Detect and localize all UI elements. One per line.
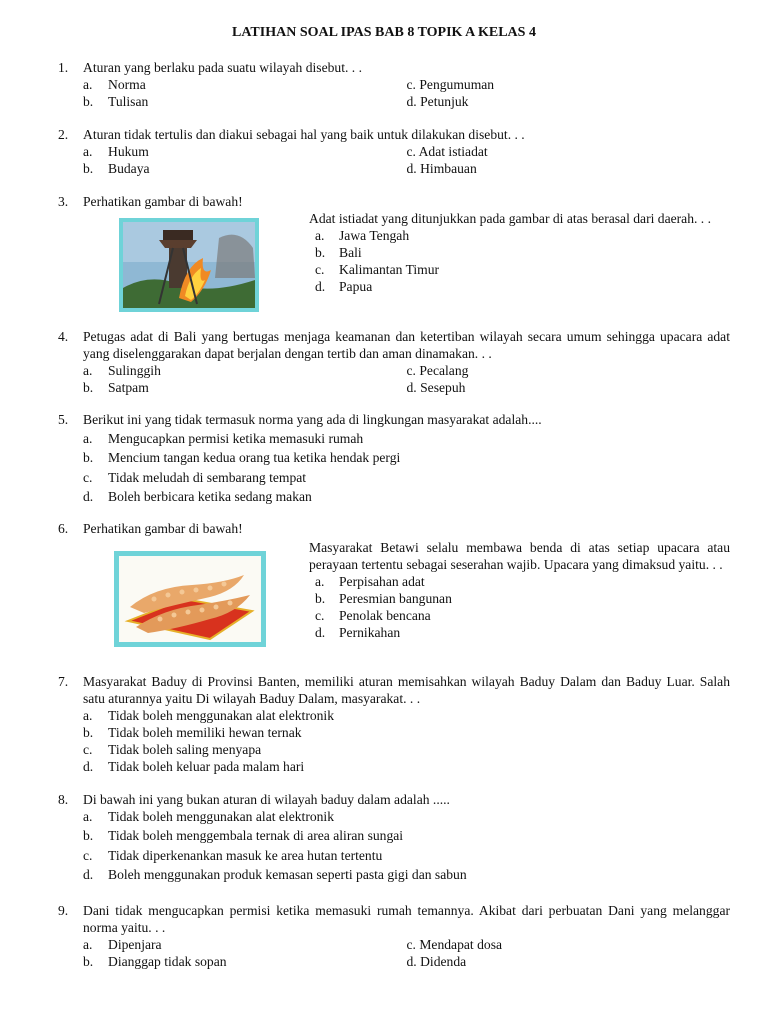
option-c: c. Tidak meludah di sembarang tempat bbox=[83, 469, 307, 485]
question-text: Masyarakat Baduy di Provinsi Banten, memiliki aturan memisahkan wilayah Baduy Dalam dan Baduy Luar. Salah satu aturannya yaitu Di wilayah Baduy Dalam, masyarakat. . . bbox=[83, 674, 730, 706]
question-text: Aturan yang berlaku pada suatu wilayah disebut. . . bbox=[83, 60, 362, 75]
question-text: Perhatikan gambar di bawah! bbox=[83, 194, 243, 209]
option-b: b. Budaya bbox=[83, 161, 150, 176]
question-text: Aturan tidak tertulis dan diakui sebagai hal yang baik untuk dilakukan disebut. . . bbox=[83, 127, 525, 142]
option-d: d. Himbauan bbox=[406, 161, 477, 176]
question-number: 1. bbox=[58, 60, 69, 75]
option-a: a. Dipenjara bbox=[83, 937, 162, 952]
option-d: d. Boleh berbicara ketika sedang makan bbox=[83, 488, 312, 504]
option-a: a. Hukum bbox=[83, 144, 149, 159]
question-8: 8. Di bawah ini yang bukan aturan di wilayah baduy dalam adalah ..... a. Tidak boleh menggunakan alat elektronik b. Tidak boleh menggembala ternak di area aliran sungai c. Tidak diperkenankan masuk ke area hutan tertentu d. Boleh menggunakan produk kemasan seperti pasta gigi dan sabun bbox=[58, 791, 730, 885]
option-a: a. Jawa Tengah bbox=[315, 228, 410, 243]
option-d: d. Boleh menggunakan produk kemasan seperti pasta gigi dan sabun bbox=[83, 866, 467, 882]
question-9: 9. Dani tidak mengucapkan permisi ketika memasuki rumah temannya. Akibat dari perbuatan Dani yang melanggar norma yaitu. . . a. Dipenjara b. Dianggap tidak sopan c. Mendapat dosa d. Didenda bbox=[58, 903, 730, 969]
roti-buaya-image bbox=[114, 551, 266, 651]
question-1 bbox=[58, 59, 730, 110]
option-c: c. Pengumuman bbox=[406, 77, 495, 92]
option-a: a. Tidak boleh menggunakan alat elektronik bbox=[83, 809, 335, 824]
option-d: d. Papua bbox=[315, 279, 373, 294]
option-c: c. Kalimantan Timur bbox=[315, 262, 440, 277]
question-text: Dani tidak mengucapkan permisi ketika memasuki rumah temannya. Akibat dari perbuatan Dani yang melanggar norma yaitu. . . bbox=[83, 903, 730, 935]
option-c: c. Penolak bencana bbox=[315, 608, 431, 623]
option-b: b. Peresmian bangunan bbox=[315, 591, 452, 606]
option-b: b. Dianggap tidak sopan bbox=[83, 954, 227, 969]
option-d: d. Petunjuk bbox=[406, 94, 469, 109]
option-b: b. Mencium tangan kedua orang tua ketika hendak pergi bbox=[83, 450, 401, 466]
question-7: 7. Masyarakat Baduy di Provinsi Banten, memiliki aturan memisahkan wilayah Baduy Dalam dan Baduy Luar. Salah satu aturannya yaitu Di wilayah Baduy Dalam, masyarakat. . . a. Tidak boleh menggunakan alat elektronik b. Tidak boleh memiliki hewan ternak c. Tidak boleh saling menyapa d. Tidak boleh keluar pada malam hari bbox=[58, 674, 730, 774]
option-c: c. Adat istiadat bbox=[406, 144, 488, 159]
option-b: b. Bali bbox=[315, 245, 362, 260]
option-a: a. Perpisahan adat bbox=[315, 574, 425, 589]
option-c: c. Pecalang bbox=[406, 363, 469, 378]
option-b: b. Satpam bbox=[83, 380, 149, 395]
question-side-text: Adat istiadat yang ditunjukkan pada gambar di atas berasal dari daerah. . . bbox=[309, 211, 712, 226]
question-5: 5. Berikut ini yang tidak termasuk norma yang ada di lingkungan masyarakat adalah.... a. Mengucapkan permisi ketika memasuki rumah b. Mencium tangan kedua orang tua ketika hendak pergi c. Tidak meludah di sembarang tempat d. Boleh berbicara ketika sedang makan bbox=[58, 411, 730, 507]
option-d: d. Tidak boleh keluar pada malam hari bbox=[83, 759, 305, 774]
question-text: Berikut ini yang tidak termasuk norma yang ada di lingkungan masyarakat adalah.... bbox=[83, 412, 542, 427]
option-c: c. Tidak diperkenankan masuk ke area hutan tertentu bbox=[83, 847, 383, 863]
question-text: Di bawah ini yang bukan aturan di wilayah baduy dalam adalah ..... bbox=[83, 792, 450, 807]
option-c: c. Mendapat dosa bbox=[406, 937, 503, 952]
option-a: a. Sulinggih bbox=[83, 363, 161, 378]
question-text: Petugas adat di Bali yang bertugas menjaga keamanan dan ketertiban wilayah secara umum sehingga upacara adat yang diselenggarakan dapat berjalan dengan tertib dan aman dinamakan. . . bbox=[83, 329, 730, 361]
option-b: b. Tidak boleh memiliki hewan ternak bbox=[83, 725, 302, 740]
question-text: Perhatikan gambar di bawah! bbox=[83, 521, 243, 536]
question-3: 3. Perhatikan gambar di bawah! bbox=[58, 194, 243, 209]
option-a: a. Norma bbox=[83, 77, 146, 92]
option-c: c. Tidak boleh saling menyapa bbox=[83, 742, 262, 757]
question-4: 4. Petugas adat di Bali yang bertugas menjaga keamanan dan ketertiban wilayah secara umum sehingga upacara adat yang diselenggarakan dapat berjalan dengan tertib dan aman dinamakan. . . a. Sulinggih b. Satpam c. Pecalang d. Sesepuh bbox=[58, 329, 730, 395]
ngaben-ceremony-image bbox=[119, 218, 259, 316]
page-title: LATIHAN SOAL IPAS BAB 8 TOPIK A KELAS 4 bbox=[232, 25, 536, 40]
question-side-text: Masyarakat Betawi selalu membawa benda di atas setiap upacara atau perayaan tertentu sebagai seserahan wajib. Upacara yang dimaksud yaitu. . . bbox=[309, 540, 730, 572]
option-a: a. Mengucapkan permisi ketika memasuki rumah bbox=[83, 431, 364, 446]
question-3-side bbox=[309, 210, 730, 295]
option-b: b. Tulisan bbox=[83, 94, 149, 109]
option-a: a. Tidak boleh menggunakan alat elektronik bbox=[83, 708, 335, 723]
option-d: d. Pernikahan bbox=[315, 625, 401, 640]
option-b: b. Tidak boleh menggembala ternak di area aliran sungai bbox=[83, 828, 404, 844]
option-d: d. Sesepuh bbox=[406, 380, 466, 395]
option-d: d. Didenda bbox=[406, 954, 467, 969]
question-6: 6. Perhatikan gambar di bawah! bbox=[58, 521, 243, 536]
question-2: 2. Aturan tidak tertulis dan diakui sebagai hal yang baik untuk dilakukan disebut. . . a. Hukum b. Budaya c. Adat istiadat d. Himbauan bbox=[58, 126, 730, 177]
question-6-side bbox=[309, 539, 730, 641]
